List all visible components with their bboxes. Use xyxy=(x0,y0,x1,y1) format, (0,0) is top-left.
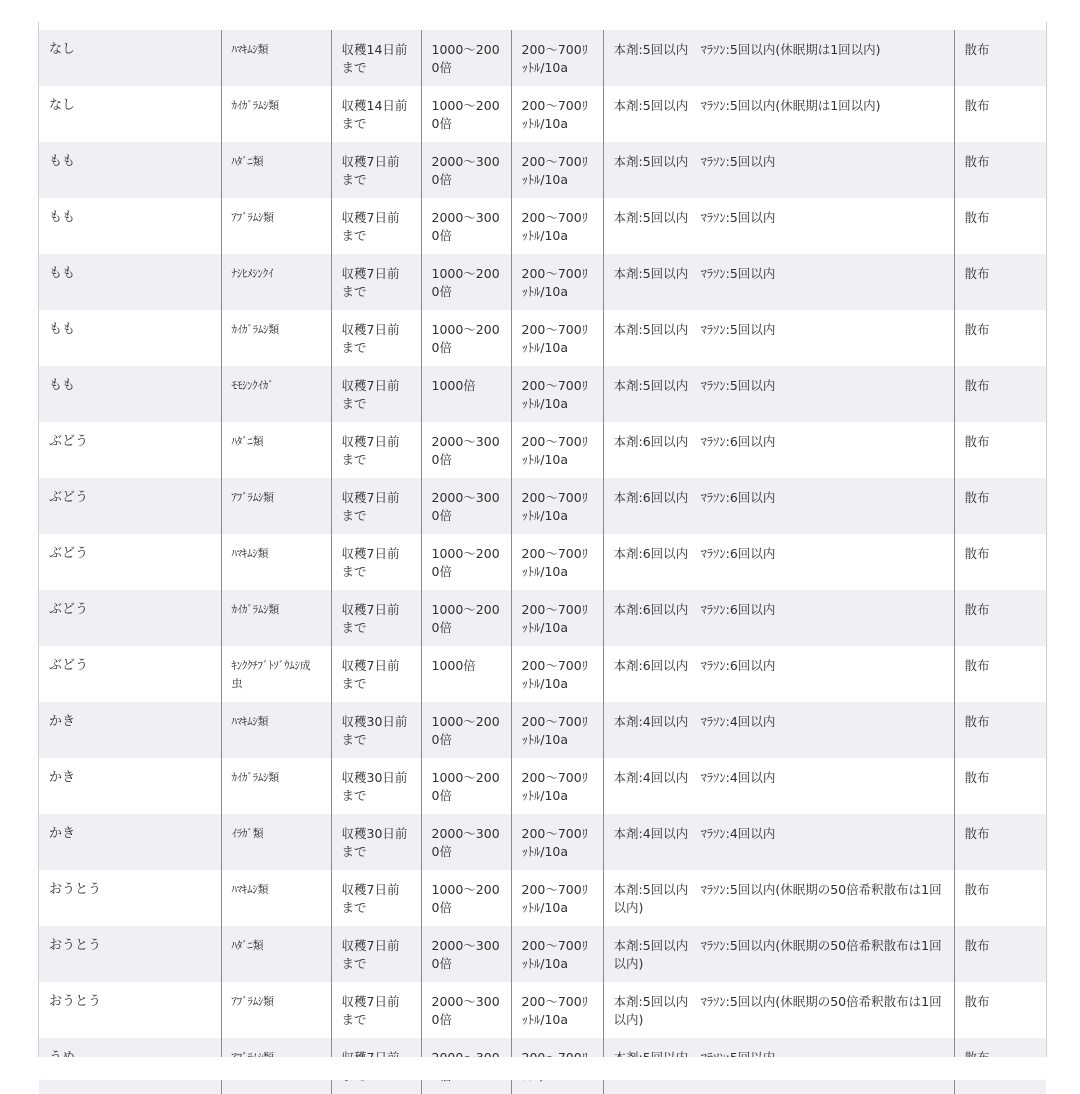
table-row xyxy=(39,30,1046,86)
timing-cell: 収穫30日前まで xyxy=(331,702,421,758)
usage-count-cell: 本剤:5回以内 ﾏﾗｿﾝ:5回以内(休眠期の50倍希釈散布は1回以内) xyxy=(603,982,954,1038)
method-cell: 散布 xyxy=(954,478,1046,534)
volume-cell: 200～700ﾘｯﾄﾙ/10a xyxy=(511,310,603,366)
crop-cell: もも xyxy=(39,310,221,366)
pest-cell: ｱﾌﾞﾗﾑｼ類 xyxy=(221,478,331,534)
usage-count-cell: 本剤:4回以内 ﾏﾗｿﾝ:4回以内 xyxy=(603,702,954,758)
pest-cell: ｶｲｶﾞﾗﾑｼ類 xyxy=(221,310,331,366)
pest-cell: ﾓﾓｼﾝｸｲｶﾞ xyxy=(221,366,331,422)
usage-count-cell: 本剤:5回以内 ﾏﾗｿﾝ:5回以内(休眠期の50倍希釈散布は1回以内) xyxy=(603,926,954,982)
volume-cell: 200～700ﾘｯﾄﾙ/10a xyxy=(511,870,603,926)
dilution-cell: 1000～2000倍 xyxy=(421,86,511,142)
volume-cell: 200～700ﾘｯﾄﾙ/10a xyxy=(511,982,603,1038)
table-row xyxy=(39,646,1046,702)
crop-cell: もも xyxy=(39,198,221,254)
pest-cell: ﾊﾏｷﾑｼ類 xyxy=(221,30,331,86)
timing-cell: 収穫7日前まで xyxy=(331,310,421,366)
timing-cell: 収穫7日前まで xyxy=(331,142,421,198)
volume-cell: 200～700ﾘｯﾄﾙ/10a xyxy=(511,926,603,982)
pest-cell: ﾊﾏｷﾑｼ類 xyxy=(221,702,331,758)
usage-count-cell: 本剤:6回以内 ﾏﾗｿﾝ:6回以内 xyxy=(603,422,954,478)
timing-cell: 収穫7日前まで xyxy=(331,590,421,646)
pest-cell: ｶｲｶﾞﾗﾑｼ類 xyxy=(221,590,331,646)
table-row xyxy=(39,758,1046,814)
crop-cell: ぶどう xyxy=(39,590,221,646)
method-cell: 散布 xyxy=(954,590,1046,646)
volume-cell: 200～700ﾘｯﾄﾙ/10a xyxy=(511,758,603,814)
table-row xyxy=(39,422,1046,478)
pest-cell: ﾊﾀﾞﾆ類 xyxy=(221,142,331,198)
dilution-cell: 1000倍 xyxy=(421,366,511,422)
dilution-cell: 2000～3000倍 xyxy=(421,422,511,478)
method-cell: 散布 xyxy=(954,814,1046,870)
timing-cell: 収穫14日前まで xyxy=(331,86,421,142)
pest-cell: ﾊﾀﾞﾆ類 xyxy=(221,926,331,982)
dilution-cell: 1000～2000倍 xyxy=(421,534,511,590)
crop-cell: ぶどう xyxy=(39,422,221,478)
table-row xyxy=(39,310,1046,366)
crop-cell: かき xyxy=(39,758,221,814)
table-row xyxy=(39,982,1046,1038)
volume-cell: 200～700ﾘｯﾄﾙ/10a xyxy=(511,142,603,198)
pest-cell: ｷﾝｸｸﾁﾌﾞﾄｿﾞｳﾑｼ成虫 xyxy=(221,646,331,702)
method-cell: 散布 xyxy=(954,926,1046,982)
page-bottom-margin xyxy=(0,1057,1080,1080)
crop-cell: おうとう xyxy=(39,926,221,982)
table-row xyxy=(39,142,1046,198)
dilution-cell: 2000～3000倍 xyxy=(421,926,511,982)
table-body xyxy=(39,30,1046,1094)
timing-cell: 収穫30日前まで xyxy=(331,814,421,870)
timing-cell: 収穫14日前まで xyxy=(331,30,421,86)
table-row xyxy=(39,366,1046,422)
dilution-cell: 2000～3000倍 xyxy=(421,982,511,1038)
crop-cell: なし xyxy=(39,86,221,142)
pest-cell: ｶｲｶﾞﾗﾑｼ類 xyxy=(221,86,331,142)
table-row xyxy=(39,926,1046,982)
timing-cell: 収穫7日前まで xyxy=(331,926,421,982)
dilution-cell: 1000～2000倍 xyxy=(421,590,511,646)
volume-cell: 200～700ﾘｯﾄﾙ/10a xyxy=(511,478,603,534)
timing-cell: 収穫7日前まで xyxy=(331,870,421,926)
crop-cell: ぶどう xyxy=(39,478,221,534)
table-row xyxy=(39,254,1046,310)
table-row xyxy=(39,702,1046,758)
crop-cell: おうとう xyxy=(39,870,221,926)
volume-cell: 200～700ﾘｯﾄﾙ/10a xyxy=(511,702,603,758)
method-cell: 散布 xyxy=(954,534,1046,590)
table-row xyxy=(39,590,1046,646)
dilution-cell: 2000～3000倍 xyxy=(421,814,511,870)
method-cell: 散布 xyxy=(954,86,1046,142)
method-cell: 散布 xyxy=(954,982,1046,1038)
pest-cell: ﾊﾀﾞﾆ類 xyxy=(221,422,331,478)
crop-cell: かき xyxy=(39,702,221,758)
usage-count-cell: 本剤:4回以内 ﾏﾗｿﾝ:4回以内 xyxy=(603,814,954,870)
timing-cell: 収穫7日前まで xyxy=(331,198,421,254)
pest-cell: ﾊﾏｷﾑｼ類 xyxy=(221,870,331,926)
usage-count-cell: 本剤:6回以内 ﾏﾗｿﾝ:6回以内 xyxy=(603,590,954,646)
usage-count-cell: 本剤:5回以内 ﾏﾗｿﾝ:5回以内 xyxy=(603,254,954,310)
volume-cell: 200～700ﾘｯﾄﾙ/10a xyxy=(511,366,603,422)
method-cell: 散布 xyxy=(954,198,1046,254)
volume-cell: 200～700ﾘｯﾄﾙ/10a xyxy=(511,534,603,590)
crop-cell: おうとう xyxy=(39,982,221,1038)
table-row xyxy=(39,870,1046,926)
usage-count-cell: 本剤:5回以内 ﾏﾗｿﾝ:5回以内 xyxy=(603,142,954,198)
volume-cell: 200～700ﾘｯﾄﾙ/10a xyxy=(511,646,603,702)
dilution-cell: 1000～2000倍 xyxy=(421,758,511,814)
timing-cell: 収穫7日前まで xyxy=(331,646,421,702)
usage-count-cell: 本剤:5回以内 ﾏﾗｿﾝ:5回以内(休眠期の50倍希釈散布は1回以内) xyxy=(603,870,954,926)
crop-cell: かき xyxy=(39,814,221,870)
volume-cell: 200～700ﾘｯﾄﾙ/10a xyxy=(511,590,603,646)
usage-count-cell: 本剤:4回以内 ﾏﾗｿﾝ:4回以内 xyxy=(603,758,954,814)
dilution-cell: 2000～3000倍 xyxy=(421,478,511,534)
pest-cell: ﾊﾏｷﾑｼ類 xyxy=(221,534,331,590)
volume-cell: 200～700ﾘｯﾄﾙ/10a xyxy=(511,422,603,478)
dilution-cell: 1000～2000倍 xyxy=(421,702,511,758)
usage-count-cell: 本剤:6回以内 ﾏﾗｿﾝ:6回以内 xyxy=(603,534,954,590)
method-cell: 散布 xyxy=(954,422,1046,478)
pest-cell: ｶｲｶﾞﾗﾑｼ類 xyxy=(221,758,331,814)
method-cell: 散布 xyxy=(954,870,1046,926)
volume-cell: 200～700ﾘｯﾄﾙ/10a xyxy=(511,86,603,142)
table-row xyxy=(39,478,1046,534)
timing-cell: 収穫30日前まで xyxy=(331,758,421,814)
pesticide-usage-table-container xyxy=(38,22,1047,1057)
method-cell: 散布 xyxy=(954,254,1046,310)
crop-cell: なし xyxy=(39,30,221,86)
timing-cell: 収穫7日前まで xyxy=(331,982,421,1038)
timing-cell: 収穫7日前まで xyxy=(331,534,421,590)
crop-cell: もも xyxy=(39,142,221,198)
crop-cell: もも xyxy=(39,254,221,310)
dilution-cell: 1000～2000倍 xyxy=(421,254,511,310)
usage-count-cell: 本剤:6回以内 ﾏﾗｿﾝ:6回以内 xyxy=(603,478,954,534)
table-row xyxy=(39,814,1046,870)
dilution-cell: 1000倍 xyxy=(421,646,511,702)
usage-count-cell: 本剤:6回以内 ﾏﾗｿﾝ:6回以内 xyxy=(603,646,954,702)
volume-cell: 200～700ﾘｯﾄﾙ/10a xyxy=(511,814,603,870)
method-cell: 散布 xyxy=(954,30,1046,86)
volume-cell: 200～700ﾘｯﾄﾙ/10a xyxy=(511,30,603,86)
timing-cell: 収穫7日前まで xyxy=(331,422,421,478)
table-row xyxy=(39,534,1046,590)
method-cell: 散布 xyxy=(954,758,1046,814)
crop-cell: ぶどう xyxy=(39,534,221,590)
timing-cell: 収穫7日前まで xyxy=(331,366,421,422)
usage-count-cell: 本剤:5回以内 ﾏﾗｿﾝ:5回以内 xyxy=(603,310,954,366)
dilution-cell: 1000～2000倍 xyxy=(421,870,511,926)
method-cell: 散布 xyxy=(954,646,1046,702)
dilution-cell: 1000～2000倍 xyxy=(421,310,511,366)
table-row xyxy=(39,86,1046,142)
volume-cell: 200～700ﾘｯﾄﾙ/10a xyxy=(511,254,603,310)
timing-cell: 収穫7日前まで xyxy=(331,254,421,310)
crop-cell: ぶどう xyxy=(39,646,221,702)
dilution-cell: 2000～3000倍 xyxy=(421,142,511,198)
dilution-cell: 1000～2000倍 xyxy=(421,30,511,86)
method-cell: 散布 xyxy=(954,310,1046,366)
volume-cell: 200～700ﾘｯﾄﾙ/10a xyxy=(511,198,603,254)
usage-count-cell: 本剤:5回以内 ﾏﾗｿﾝ:5回以内 xyxy=(603,198,954,254)
pest-cell: ｱﾌﾞﾗﾑｼ類 xyxy=(221,198,331,254)
pest-cell: ｱﾌﾞﾗﾑｼ類 xyxy=(221,982,331,1038)
method-cell: 散布 xyxy=(954,366,1046,422)
pesticide-usage-table xyxy=(39,30,1046,1094)
method-cell: 散布 xyxy=(954,142,1046,198)
dilution-cell: 2000～3000倍 xyxy=(421,198,511,254)
pest-cell: ｲﾗｶﾞ類 xyxy=(221,814,331,870)
table-row xyxy=(39,198,1046,254)
method-cell: 散布 xyxy=(954,702,1046,758)
crop-cell: もも xyxy=(39,366,221,422)
usage-count-cell: 本剤:5回以内 ﾏﾗｿﾝ:5回以内 xyxy=(603,366,954,422)
usage-count-cell: 本剤:5回以内 ﾏﾗｿﾝ:5回以内(休眠期は1回以内) xyxy=(603,86,954,142)
pest-cell: ﾅｼﾋﾒｼﾝｸｲ xyxy=(221,254,331,310)
usage-count-cell: 本剤:5回以内 ﾏﾗｿﾝ:5回以内(休眠期は1回以内) xyxy=(603,30,954,86)
timing-cell: 収穫7日前まで xyxy=(331,478,421,534)
